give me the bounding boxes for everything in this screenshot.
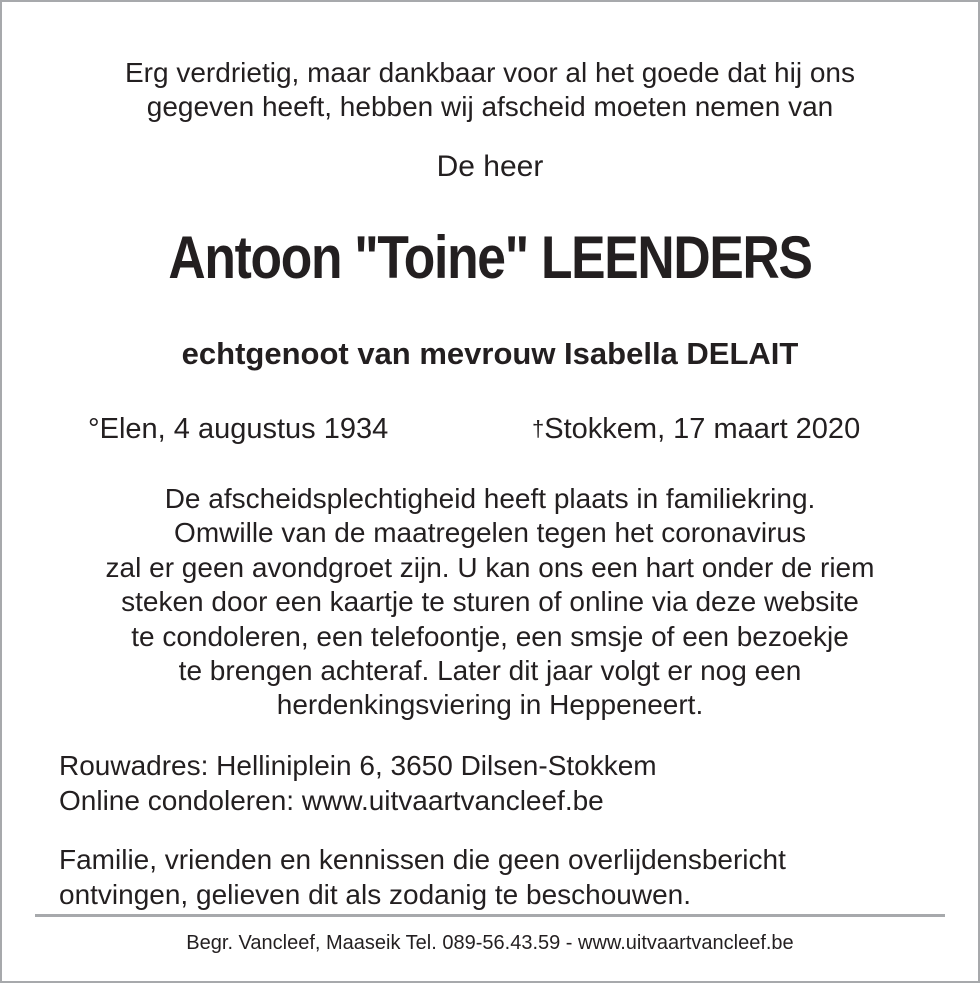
intro-line: Erg verdrietig, maar dankbaar voor al het goede dat hij ons: [125, 57, 855, 88]
condolence-link: Online condoleren: www.uitvaartvancleef.be: [59, 785, 604, 816]
notice-line: te condoleren, een telefoontje, een smsje of een bezoekje: [131, 620, 849, 652]
notice-line: zal er geen avondgroet zijn. U kan ons een hart onder de riem: [105, 551, 875, 583]
family-note-line: Familie, vrienden en kennissen die geen overlijdensbericht: [59, 844, 786, 875]
intro-line: gegeven heeft, hebben wij afscheid moeten nemen van: [146, 91, 834, 122]
notice-line: herdenkingsviering in Heppeneert.: [276, 689, 704, 721]
family-note-line: ontvingen, gelieven dit als zodanig te beschouwen.: [59, 879, 691, 910]
divider: [35, 914, 945, 917]
mourning-address: [59, 748, 657, 818]
death-text: Stokkem, 17 maart 2020: [544, 413, 861, 445]
address-line: Rouwadres: Helliniplein 6, 3650 Dilsen-Stokkem: [59, 750, 657, 781]
birth-info: °Elen, 4 augustus 1934: [88, 413, 389, 445]
spouse-line: echtgenoot van mevrouw Isabella DELAIT: [181, 336, 799, 371]
family-note: [59, 842, 786, 912]
notice-line: steken door een kaartje te sturen of online via deze website: [121, 586, 859, 618]
deceased-name: Antoon "Toine" LEENDERS: [168, 224, 812, 291]
intro-text: [0, 56, 980, 124]
death-info: [532, 412, 860, 446]
cross-icon: †: [532, 416, 545, 441]
notice-line: De afscheidsplechtigheid heeft plaats in familiekring.: [164, 483, 816, 514]
ceremony-notice: [0, 482, 980, 723]
funeral-home-footer: Begr. Vancleef, Maaseik Tel. 089-56.43.59 - www.uitvaartvancleef.be: [186, 932, 794, 954]
salutation: De heer: [436, 150, 544, 183]
notice-line: te brengen achteraf. Later dit jaar volgt er nog een: [178, 655, 802, 687]
notice-line: Omwille van de maatregelen tegen het coronavirus: [174, 517, 806, 549]
